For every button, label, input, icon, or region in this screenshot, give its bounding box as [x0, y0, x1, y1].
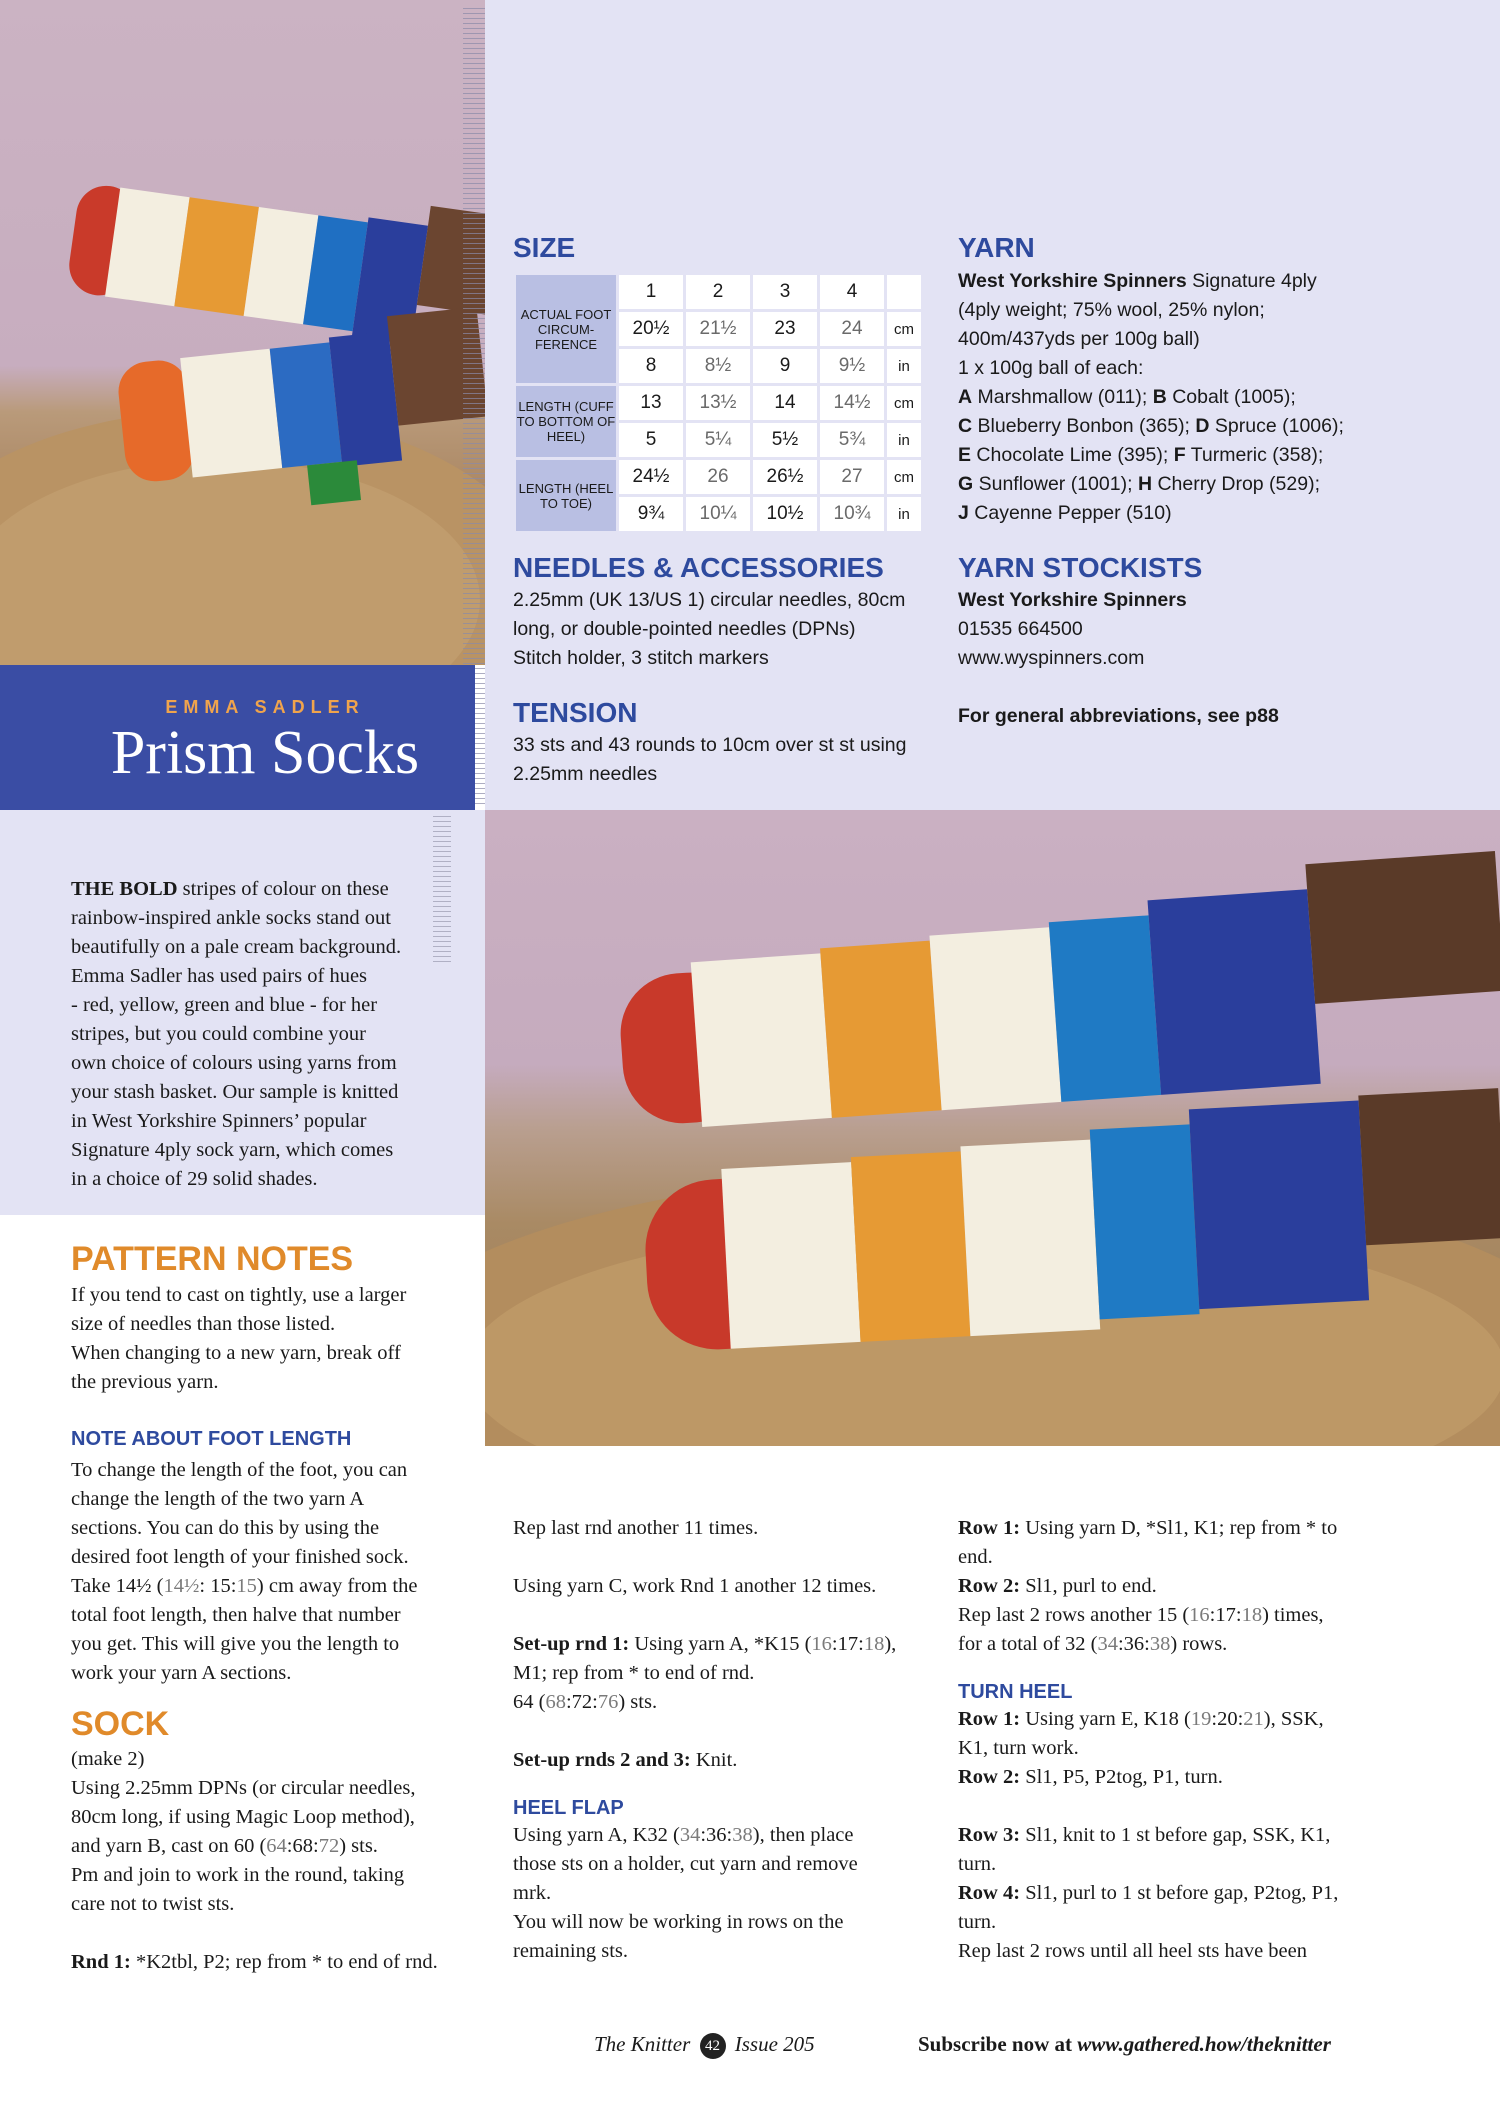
colour-key: C: [958, 415, 973, 437]
text-line: [958, 1601, 1398, 1630]
text-line: [513, 1821, 943, 1850]
row-label: Row 3:: [958, 1824, 1021, 1846]
table-cell: 9: [753, 349, 817, 383]
colour-name: Chocolate Lime (395);: [971, 444, 1174, 466]
instructions-column-3: [958, 1514, 1398, 1966]
text-part: ), SSK,: [1263, 1708, 1324, 1730]
table-cell: 10¾: [820, 497, 884, 531]
size-label-foot: ACTUAL FOOT CIRCUM-FERENCE: [516, 275, 616, 383]
text-part: :68:: [286, 1835, 319, 1857]
text-line: [958, 1630, 1398, 1659]
colour-key: F: [1173, 444, 1186, 466]
unit-cell: in: [887, 497, 921, 531]
text-part: for a total of 32 (: [958, 1633, 1098, 1655]
yarn-heading: YARN: [958, 232, 1035, 263]
text-line: Rep last rnd another 11 times.: [513, 1517, 759, 1539]
turn-heel-heading: TURN HEEL: [958, 1681, 1073, 1703]
text-line: remaining sts.: [513, 1940, 629, 1962]
text-line: change the length of the two yarn A: [71, 1488, 365, 1510]
colour-line: [958, 383, 1344, 412]
intro-lead: THE BOLD: [71, 878, 178, 900]
size-value: 18: [863, 1633, 885, 1655]
text-line: Using yarn C, work Rnd 1 another 12 times.: [513, 1575, 877, 1597]
unit-cell: cm: [887, 460, 921, 494]
text-line: [513, 1688, 943, 1717]
text-part: :17:: [831, 1633, 864, 1655]
sock-text: [71, 1745, 491, 1977]
text-line: [71, 1832, 491, 1861]
stockist-phone: 01535 664500: [958, 618, 1083, 640]
size-value: 76: [597, 1691, 619, 1713]
pattern-notes-heading: PATTERN NOTES: [71, 1240, 354, 1278]
table-cell: 27: [820, 460, 884, 494]
colour-name: Turmeric (358);: [1185, 444, 1324, 466]
text-line: [958, 1763, 1398, 1792]
text-part: :20:: [1211, 1708, 1244, 1730]
author-name: EMMA SADLER: [165, 697, 365, 717]
text-line: end.: [958, 1546, 993, 1568]
colour-key: J: [958, 502, 969, 524]
subscribe-link[interactable]: www.gathered.how/theknitter: [1077, 2032, 1331, 2056]
needles-text: [513, 586, 905, 673]
table-cell: 9¾: [619, 497, 683, 531]
text-line: in West Yorkshire Spinners’ popular: [71, 1110, 367, 1132]
stockist-website[interactable]: www.wyspinners.com: [958, 647, 1145, 669]
yarn-text: [958, 267, 1344, 528]
unit-cell: in: [887, 423, 921, 457]
text-part: Sl1, purl to 1 st before gap, P2tog, P1,: [1020, 1882, 1339, 1904]
text-line: long, or double-pointed needles (DPNs): [513, 618, 856, 640]
text-line: [71, 1572, 481, 1601]
text-line: M1; rep from * to end of rnd.: [513, 1662, 755, 1684]
text-line: K1, turn work.: [958, 1737, 1079, 1759]
table-row: [516, 386, 921, 420]
row-label: Row 2:: [958, 1766, 1021, 1788]
table-cell: 26½: [753, 460, 817, 494]
text-part: and yarn B, cast on 60 (: [71, 1835, 267, 1857]
table-cell: 8: [619, 349, 683, 383]
text-line: You will now be working in rows on the: [513, 1911, 844, 1933]
page-number: 42: [700, 2033, 726, 2059]
text-line: care not to twist sts.: [71, 1893, 235, 1915]
text-line: mrk.: [513, 1882, 552, 1904]
text-line: desired foot length of your finished sock.: [71, 1546, 409, 1568]
table-cell: 5½: [753, 423, 817, 457]
table-cell: 13½: [686, 386, 750, 420]
row-label: Row 4:: [958, 1882, 1021, 1904]
size-value: 16: [1189, 1604, 1210, 1626]
table-cell: 24: [820, 312, 884, 346]
table-row: [516, 460, 921, 494]
size-value: 34: [1097, 1633, 1118, 1655]
colour-line: [958, 470, 1344, 499]
size-value: 68: [545, 1691, 566, 1713]
text-line: [958, 1705, 1398, 1734]
table-cell: 14: [753, 386, 817, 420]
text-line: total foot length, then halve that number: [71, 1604, 401, 1626]
text-part: 64 (: [513, 1691, 546, 1713]
colour-line: [958, 441, 1344, 470]
text-part: :17:: [1209, 1604, 1242, 1626]
instructions-column-2: [513, 1514, 943, 1966]
text-part: :36:: [1117, 1633, 1150, 1655]
table-cell: 26: [686, 460, 750, 494]
text-line: [958, 1572, 1398, 1601]
text-line: [958, 586, 1187, 615]
text-part: Using yarn A, K32 (: [513, 1824, 680, 1846]
text-line: [958, 1821, 1398, 1850]
pattern-notes-text: [71, 1281, 481, 1397]
heel-flap-heading: HEEL FLAP: [513, 1797, 624, 1819]
text-line: turn.: [958, 1911, 997, 1933]
unit-cell: in: [887, 349, 921, 383]
text-line: those sts on a holder, cut yarn and remove: [513, 1853, 858, 1875]
size-value: 38: [1149, 1633, 1171, 1655]
text-part: Sl1, knit to 1 st before gap, SSK, K1,: [1020, 1824, 1331, 1846]
magazine-name: The Knitter: [594, 2032, 691, 2056]
table-cell: 10½: [753, 497, 817, 531]
size-value: 72: [318, 1835, 340, 1857]
unit-cell: [887, 275, 921, 309]
socks-photo-large: [485, 810, 1500, 1446]
table-cell: 5¾: [820, 423, 884, 457]
needles-heading: NEEDLES & ACCESSORIES: [513, 552, 884, 583]
colour-key: A: [958, 386, 973, 408]
text-line: Stitch holder, 3 stitch markers: [513, 647, 769, 669]
table-cell: 21½: [686, 312, 750, 346]
text-line: (4ply weight; 75% wool, 25% nylon;: [958, 299, 1265, 321]
text-part: :72:: [565, 1691, 598, 1713]
table-cell: 14½: [820, 386, 884, 420]
text-line: 2.25mm needles: [513, 763, 658, 785]
colour-key: E: [958, 444, 972, 466]
text-line: If you tend to cast on tightly, use a larger: [71, 1284, 407, 1306]
text-line: - red, yellow, green and blue - for her: [71, 994, 378, 1016]
size-column: 2: [686, 275, 750, 309]
text-part: Take 14½ (: [71, 1575, 164, 1597]
table-cell: 9½: [820, 349, 884, 383]
text-part: ) rows.: [1170, 1633, 1228, 1655]
text-part: ) cm away from the: [256, 1575, 418, 1597]
text-part: Sl1, purl to end.: [1020, 1575, 1157, 1597]
text-line: turn.: [958, 1853, 997, 1875]
text-line: your stash basket. Our sample is knitted: [71, 1081, 399, 1103]
size-value: 21: [1243, 1708, 1264, 1730]
stockist-name: West Yorkshire Spinners: [958, 589, 1187, 611]
text-line: [513, 1630, 943, 1659]
text-line: 1 x 100g ball of each:: [958, 357, 1144, 379]
text-part: ),: [884, 1633, 897, 1655]
text-line: [958, 267, 1344, 296]
text-part: :36:: [700, 1824, 733, 1846]
text-part: Sl1, P5, P2tog, P1, turn.: [1020, 1766, 1223, 1788]
table-cell: 5: [619, 423, 683, 457]
colour-key: D: [1195, 415, 1210, 437]
tension-heading: TENSION: [513, 697, 638, 728]
table-cell: 13: [619, 386, 683, 420]
intro-text: [71, 875, 471, 1194]
text-line: Using 2.25mm DPNs (or circular needles,: [71, 1777, 416, 1799]
text-line: you get. This will give you the length to: [71, 1633, 400, 1655]
size-label-cuff: LENGTH (CUFF TO BOTTOM OF HEEL): [516, 386, 616, 457]
text-line: size of needles than those listed.: [71, 1313, 336, 1335]
text-line: To change the length of the foot, you can: [71, 1459, 408, 1481]
table-cell: 23: [753, 312, 817, 346]
text-line: Signature 4ply sock yarn, which comes: [71, 1139, 394, 1161]
intro-line: stripes of colour on these: [177, 878, 389, 900]
text-line: Rep last 2 rows until all heel sts have been: [958, 1940, 1307, 1962]
text-part: : 15:: [199, 1575, 237, 1597]
colour-name: Sunflower (1001);: [973, 473, 1138, 495]
size-column: 1: [619, 275, 683, 309]
footer-magazine: [594, 2032, 815, 2059]
table-cell: 5¼: [686, 423, 750, 457]
size-value: 16: [811, 1633, 832, 1655]
unit-cell: cm: [887, 386, 921, 420]
size-label-heel: LENGTH (HEEL TO TOE): [516, 460, 616, 531]
footer-subscribe: [918, 2032, 1331, 2057]
size-heading: SIZE: [513, 232, 576, 263]
text-part: *K2tbl, P2; rep from * to end of rnd.: [130, 1951, 438, 1973]
text-line: Pm and join to work in the round, taking: [71, 1864, 405, 1886]
colour-name: Cobalt (1005);: [1166, 386, 1296, 408]
round-label: Rnd 1:: [71, 1951, 131, 1973]
row-label: Row 2:: [958, 1575, 1021, 1597]
text-line: work your yarn A sections.: [71, 1662, 292, 1684]
table-cell: 20½: [619, 312, 683, 346]
round-label: Set-up rnds 2 and 3:: [513, 1749, 691, 1771]
text-line: Emma Sadler has used pairs of hues: [71, 965, 368, 987]
text-part: Using yarn E, K18 (: [1020, 1708, 1191, 1730]
abbreviations-note: For general abbreviations, see p88: [958, 705, 1279, 727]
size-value: 34: [679, 1824, 701, 1846]
text-line: [513, 1746, 943, 1775]
subscribe-text: Subscribe now at: [918, 2032, 1078, 2056]
unit-cell: cm: [887, 312, 921, 346]
table-cell: 8½: [686, 349, 750, 383]
colour-name: Blueberry Bonbon (365);: [972, 415, 1196, 437]
colour-name: Marshmallow (011);: [972, 386, 1153, 408]
stockists-heading: YARN STOCKISTS: [958, 552, 1203, 583]
issue-number: Issue 205: [734, 2032, 815, 2056]
table-cell: 24½: [619, 460, 683, 494]
text-line: rainbow-inspired ankle socks stand out: [71, 907, 391, 929]
text-line: 2.25mm (UK 13/US 1) circular needles, 80cm: [513, 589, 906, 611]
text-line: [958, 1879, 1398, 1908]
size-column: 4: [820, 275, 884, 309]
text-line: 80cm long, if using Magic Loop method),: [71, 1806, 415, 1828]
text-part: ) times,: [1262, 1604, 1324, 1626]
tension-text: [513, 731, 906, 789]
colour-key: B: [1152, 386, 1167, 408]
row-label: Row 1:: [958, 1517, 1021, 1539]
text-line: 400m/437yds per 100g ball): [958, 328, 1200, 350]
round-label: Set-up rnd 1:: [513, 1633, 630, 1655]
text-part: ), then place: [752, 1824, 854, 1846]
text-line: stripes, but you could combine your: [71, 1023, 366, 1045]
text-line: [958, 1514, 1398, 1543]
text-part: Knit.: [690, 1749, 738, 1771]
sock-heading: SOCK: [71, 1705, 170, 1743]
text-line: in a choice of 29 solid shades.: [71, 1168, 318, 1190]
text-line: (make 2): [71, 1748, 145, 1770]
stockists-text: [958, 586, 1187, 673]
yarn-line: Signature 4ply: [1186, 270, 1317, 292]
size-column: 3: [753, 275, 817, 309]
pattern-title: Prism Socks: [110, 719, 420, 787]
text-line: beautifully on a pale cream background.: [71, 936, 402, 958]
text-line: [71, 875, 471, 904]
text-part: Using yarn A, *K15 (: [629, 1633, 812, 1655]
table-row: [516, 275, 921, 309]
text-part: ) sts.: [339, 1835, 378, 1857]
size-value: 15: [236, 1575, 257, 1597]
size-value: 64: [266, 1835, 287, 1857]
size-value: 19: [1190, 1708, 1212, 1730]
table-cell: 10¼: [686, 497, 750, 531]
size-value: 14½: [163, 1575, 200, 1597]
size-value: 38: [732, 1824, 753, 1846]
text-part: Rep last 2 rows another 15 (: [958, 1604, 1190, 1626]
size-value: 18: [1241, 1604, 1263, 1626]
text-part: Using yarn D, *Sl1, K1; rep from * to: [1020, 1517, 1338, 1539]
colour-line: [958, 412, 1344, 441]
text-line: the previous yarn.: [71, 1371, 219, 1393]
colour-line: [958, 499, 1344, 528]
socks-photo-small: [0, 0, 485, 665]
size-table: [513, 272, 924, 534]
text-line: 33 sts and 43 rounds to 10cm over st st using: [513, 734, 907, 756]
text-line: sections. You can do this by using the: [71, 1517, 380, 1539]
text-part: ) sts.: [618, 1691, 658, 1713]
yarn-brand: West Yorkshire Spinners: [958, 270, 1187, 292]
foot-length-heading: NOTE ABOUT FOOT LENGTH: [71, 1428, 352, 1450]
row-label: Row 1:: [958, 1708, 1021, 1730]
text-line: own choice of colours using yarns from: [71, 1052, 397, 1074]
foot-length-text: [71, 1456, 481, 1688]
text-line: [71, 1948, 491, 1977]
colour-name: Cayenne Pepper (510): [968, 502, 1172, 524]
colour-key: G: [958, 473, 974, 495]
colour-name: Spruce (1006);: [1209, 415, 1344, 437]
text-line: When changing to a new yarn, break off: [71, 1342, 401, 1364]
colour-name: Cherry Drop (529);: [1152, 473, 1320, 495]
colour-key: H: [1137, 473, 1153, 495]
